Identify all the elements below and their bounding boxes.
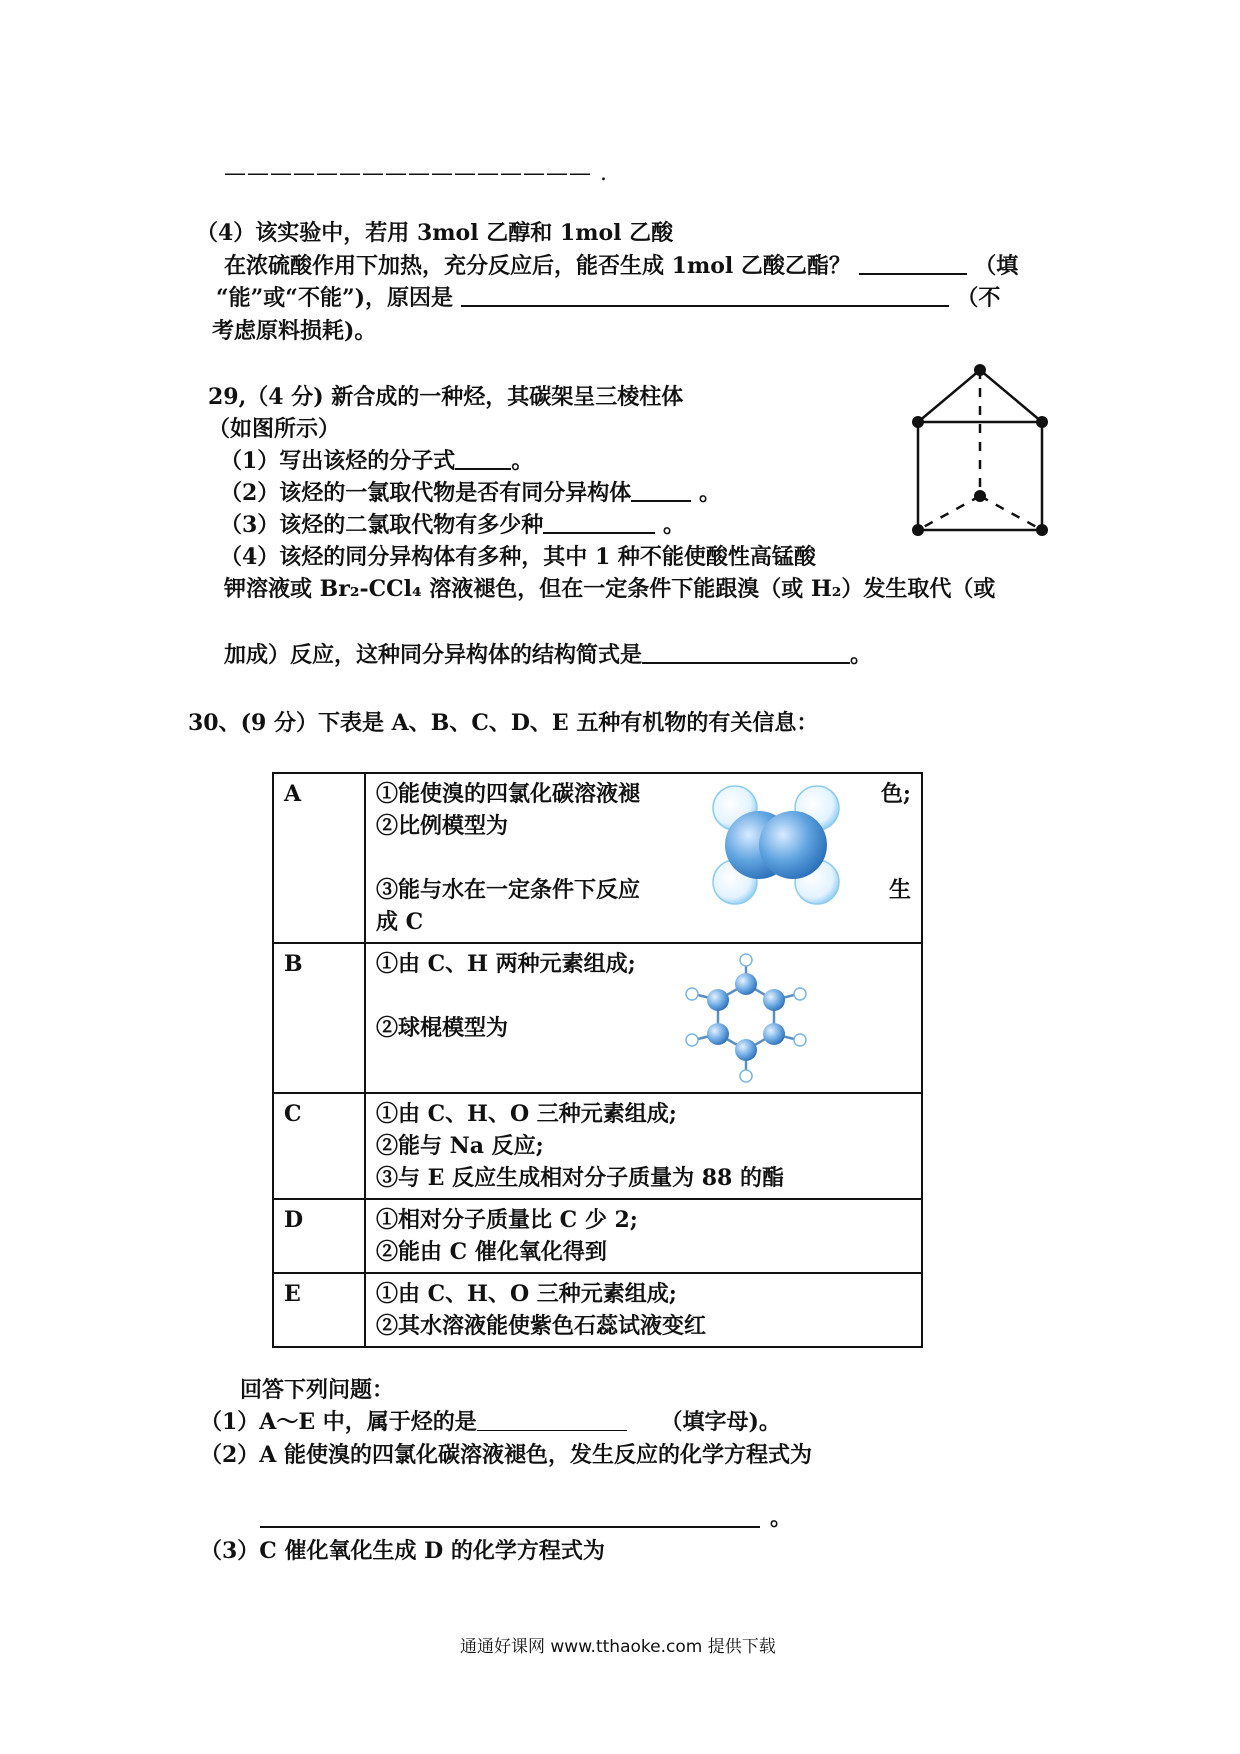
- answer-blank[interactable]: [543, 510, 655, 534]
- q29-part1-end: 。: [511, 448, 534, 474]
- q28-part4-line2-text: 在浓硫酸作用下加热，充分反应后，能否生成 1mol 乙酸乙酯？: [224, 253, 851, 279]
- q29-part2: [220, 477, 721, 509]
- q29-part4-line1: （4）该烃的同分异构体有多种，其中 1 种不能使酸性高锰酸: [220, 544, 816, 570]
- row-info: [365, 773, 922, 943]
- answer-blank[interactable]: [461, 283, 949, 307]
- q29-part1-text: （1）写出该烃的分子式: [220, 448, 456, 474]
- info-text: ③能与水在一定条件下反应: [376, 877, 641, 903]
- answer-intro: 回答下列问题：: [240, 1377, 395, 1403]
- info-line: ③与 E 反应生成相对分子质量为 88 的酯: [376, 1165, 785, 1191]
- table-row: [273, 943, 922, 1093]
- q29-part4-end: 。: [850, 642, 873, 668]
- info-line: ②比例模型为: [376, 813, 509, 839]
- q29-part1: [220, 445, 533, 477]
- row-key: A: [273, 773, 365, 943]
- q28-part4-line2-end: （填: [974, 253, 1019, 279]
- row-info: [365, 1093, 922, 1199]
- info-line: ②能与 Na 反应;: [376, 1133, 544, 1159]
- q30-answer1-end: （填字母)。: [660, 1409, 781, 1435]
- info-line: ②球棍模型为: [376, 1015, 509, 1041]
- info-line: ①由 C、H、O 三种元素组成;: [376, 1101, 677, 1127]
- q28-part4-line3: [216, 282, 1000, 314]
- q30-answer3: （3）C 催化氧化生成 D 的化学方程式为: [200, 1538, 605, 1564]
- q29-part3-end: 。: [662, 512, 685, 538]
- info-text: ①能使溴的四氯化碳溶液褪: [376, 781, 641, 807]
- q29-part3: [220, 509, 685, 541]
- q29-part4-line3-text: 加成）反应，这种同分异构体的结构简式是: [224, 642, 643, 668]
- q28-part4-line1: （4）该实验中，若用 3mol 乙醇和 1mol 乙酸: [196, 220, 674, 246]
- info-line: ②能由 C 催化氧化得到: [376, 1239, 607, 1265]
- answer-blank[interactable]: [455, 446, 511, 470]
- q29-part3-text: （3）该烃的二氯取代物有多少种: [220, 512, 544, 538]
- answer-blank[interactable]: [631, 478, 691, 502]
- q30-answer2: （2）A 能使溴的四氯化碳溶液褪色，发生反应的化学方程式为: [200, 1442, 813, 1468]
- q28-part4-line3-text: “能”或“不能”)，原因是: [216, 285, 454, 311]
- benzene-ball-stick-model: [676, 950, 816, 1090]
- row-info: [365, 1273, 922, 1347]
- answer-blank[interactable]: [859, 251, 967, 275]
- q30-answer1: [200, 1406, 781, 1438]
- info-line: ②其水溶液能使紫色石蕊试液变红: [376, 1313, 707, 1339]
- info-line: 成 C: [376, 909, 424, 935]
- row-key: E: [273, 1273, 365, 1347]
- q28-part4-line2: [224, 250, 1018, 282]
- info-line: ①由 C、H 两种元素组成;: [376, 951, 636, 977]
- q29-subtitle: （如图所示）: [208, 416, 341, 442]
- q30-answer2-end: 。: [770, 1505, 793, 1531]
- row-info: [365, 1199, 922, 1273]
- q30-title: 30、(9 分）下表是 A、B、C、D、E 五种有机物的有关信息：: [188, 710, 819, 736]
- answer-blank-line[interactable]: [260, 1512, 760, 1528]
- info-text: 色;: [880, 781, 911, 807]
- row-key: B: [273, 943, 365, 1093]
- table-row: [273, 1093, 922, 1199]
- q29-part2-end: 。: [698, 480, 721, 506]
- q30-answer1-text: （1）A～E 中，属于烃的是: [200, 1409, 477, 1435]
- ethylene-space-filling-model: [711, 784, 841, 906]
- footer-credit: 通通好课网 www.tthaoke.com 提供下载: [460, 1637, 776, 1657]
- answer-blank-line: ———————————————— .: [224, 161, 608, 186]
- info-line: ①由 C、H、O 三种元素组成;: [376, 1281, 677, 1307]
- q29-title: 29,（4 分) 新合成的一种烃，其碳架呈三棱柱体: [208, 384, 684, 410]
- organic-info-table: [272, 772, 923, 1348]
- q29-part4-line2: 钾溶液或 Br₂-CCl₄ 溶液褪色，但在一定条件下能跟溴（或 H₂）发生取代（或: [224, 576, 996, 602]
- row-key: C: [273, 1093, 365, 1199]
- q29-part2-text: （2）该烃的一氯取代物是否有同分异构体: [220, 480, 632, 506]
- q28-part4-line3-end: （不: [956, 285, 1001, 311]
- row-info: [365, 943, 922, 1093]
- table-row: [273, 1199, 922, 1273]
- answer-blank[interactable]: [642, 640, 850, 664]
- info-line: ①相对分子质量比 C 少 2;: [376, 1207, 638, 1233]
- q29-part4-line3: [224, 639, 872, 671]
- answer-blank[interactable]: [477, 1408, 627, 1431]
- row-key: D: [273, 1199, 365, 1273]
- q28-part4-line4: 考虑原料损耗)。: [212, 318, 377, 344]
- info-text: 生: [888, 877, 911, 903]
- prism-figure: [900, 360, 1060, 540]
- table-row: [273, 773, 922, 943]
- table-row: [273, 1273, 922, 1347]
